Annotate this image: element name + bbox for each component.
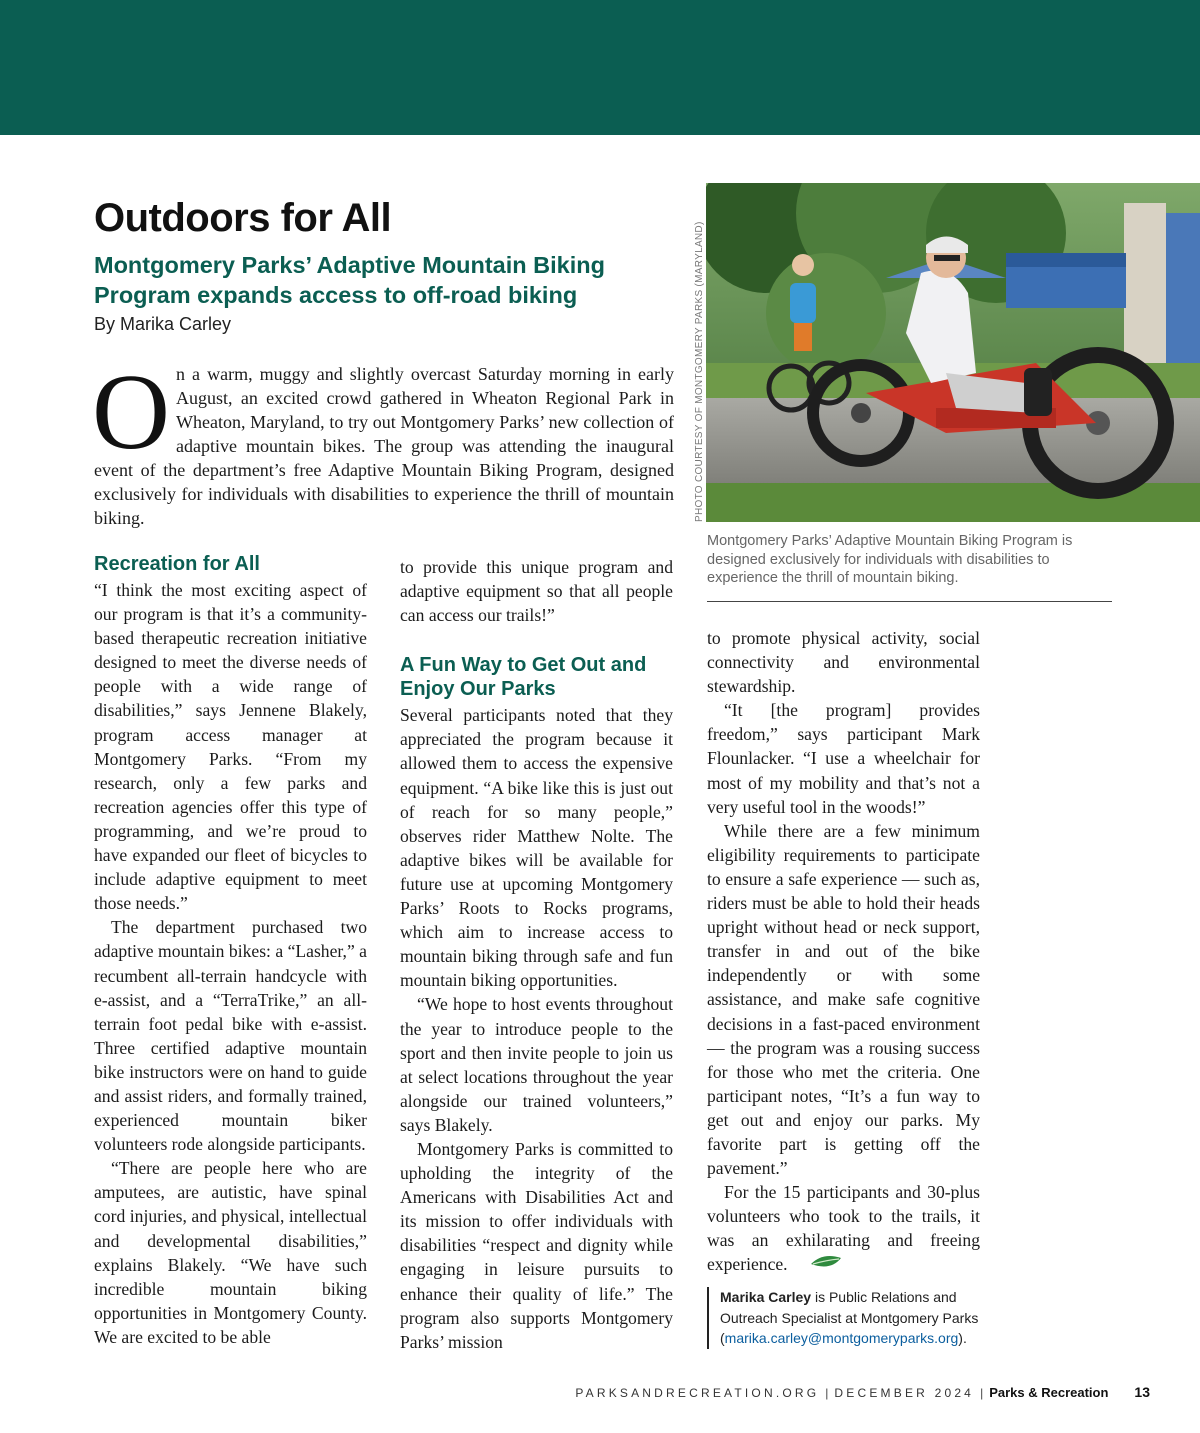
- footer-site: PARKSANDRECREATION.ORG: [575, 1386, 820, 1400]
- paragraph: Several participants noted that they appreciated the program because it allowed them to access the expensive equipment. “A bike like this is just out of reach for so many people,” observes rider Matthew Nolte. The adaptive bikes will be available for future use at upcoming Montgomery Parks’ Roots to Rocks programs, which aim to increase access to mountain biking through safe and fun mountain biking opportunities.: [400, 705, 673, 991]
- intro-paragraph: [92, 353, 674, 530]
- header-band: [0, 0, 1200, 135]
- page-number: 13: [1134, 1384, 1150, 1400]
- page-footer: [0, 1384, 1150, 1400]
- paragraph: Montgomery Parks is committed to upholding the integrity of the Americans with Disabilities Act and its mission to offer individuals with disabilities “respect and dignity while engaging in leisure pursuits to enhance their quality of life.” The program also supports Montgomery Parks’ mission: [400, 1138, 673, 1352]
- paragraph: The department purchased two adaptive mountain bikes: a “Lasher,” a recumbent all-terrain handcycle with e-assist, and a “TerraTrike,” an all-terrain foot pedal bike with e-assist. Three certified adaptive mountain bike instructors were on hand to guide and assist riders, and formally trained, experienced mountain biker volunteers rode alongside participants.: [94, 917, 367, 1155]
- paragraph: “There are people here who are amputees, are autistic, have spinal cord injuries, and physical, intellectual and developmental disabilities,” explains Blakely. “We have such incredible mountain biking opportunities in Montgomery County. We are excited to be able: [94, 1158, 367, 1347]
- author-bio-end: ).: [958, 1330, 967, 1346]
- column-2: [400, 555, 673, 1354]
- leaf-end-icon: [792, 1254, 843, 1278]
- caption-divider: [707, 601, 1112, 602]
- adaptive-bike-photo-image: [706, 183, 1200, 522]
- byline: By Marika Carley: [94, 314, 232, 334]
- footer-separator: |: [825, 1386, 829, 1400]
- photo-caption: Montgomery Parks’ Adaptive Mountain Biking Program is designed exclusively for individuals with disabilities to experience the thrill of mountain biking.: [707, 533, 1073, 586]
- drop-cap: O: [92, 353, 170, 472]
- column-3: [707, 626, 980, 1278]
- column-1: [94, 552, 367, 1349]
- paragraph: “I think the most exciting aspect of our program is that it’s a community-based therapeutic recreation initiative designed to meet the diverse needs of people with a wide range of disabilities,” says Jennene Blakely, program access manager at Montgomery Parks. “From my research, only a few parks and recreation agencies offer this type of programming, and we’re proud to have expanded our fleet of bicycles to include adaptive equipment to meet those needs.”: [94, 580, 367, 914]
- photo-credit: PHOTO COURTESY OF MONTGOMERY PARKS (MARYLAND): [694, 221, 705, 522]
- article-photo: [706, 183, 1200, 522]
- paragraph: “It [the program] provides freedom,” says participant Mark Flounlacker. “I use a wheelchair for most of my mobility and that’s not a very useful tool in the woods!”: [707, 700, 980, 817]
- article-title: Outdoors for All: [94, 196, 392, 240]
- author-bio: [707, 1287, 1010, 1349]
- footer-issue: DECEMBER 2024: [834, 1386, 975, 1400]
- paragraph-final: [707, 1180, 980, 1278]
- intro-text: n a warm, muggy and slightly overcast Saturday morning in early August, an excited crowd gathered in Wheaton Regional Park in Wheaton, Maryland, to try out Montgomery Parks’ new collection of adaptive mountain bikes. The group was attending the inaugural event of the department’s free Adaptive Mountain Biking Program, designed exclusively for individuals with disabilities to experience the thrill of mountain biking.: [94, 364, 674, 528]
- final-text: For the 15 participants and 30-plus volunteers who took to the trails, it was an exhilarating and freeing experience.: [707, 1182, 980, 1275]
- article-subtitle: Montgomery Parks’ Adaptive Mountain Biking Program expands access to off-road biking: [94, 252, 605, 308]
- subhead-fun-way: A Fun Way to Get Out and Enjoy Our Parks: [400, 654, 647, 701]
- subhead-recreation-for-all: Recreation for All: [94, 553, 260, 575]
- footer-separator: |: [980, 1386, 984, 1400]
- author-name: Marika Carley: [720, 1289, 812, 1305]
- footer-magazine: Parks & Recreation: [989, 1385, 1109, 1400]
- paragraph: to promote physical activity, social connectivity and environmental stewardship.: [707, 628, 980, 697]
- paragraph: While there are a few minimum eligibility requirements to participate to ensure a safe experience — such as, riders must be able to hold their heads upright without head or neck support, transfer in and out of the bike independently or with some assistance, and make safe cognitive decisions in a fast-paced environment — the program was a rousing success for those who met the criteria. One participant notes, “It’s a fun way to get out and enjoy our parks. My favorite part is getting off the pavement.”: [707, 820, 980, 1179]
- paragraph: “We hope to host events throughout the year to introduce people to the sport and then invite people to join us at select locations throughout the year alongside our trained volunteers,” says Blakely.: [400, 994, 673, 1135]
- author-bio-text: is Public Relations and Outreach Specialist at Montgomery Parks (: [720, 1289, 979, 1346]
- paragraph: to provide this unique program and adaptive equipment so that all people can access our trails!”: [400, 557, 673, 626]
- author-email-link[interactable]: marika.carley@montgomeryparks.org: [724, 1330, 959, 1346]
